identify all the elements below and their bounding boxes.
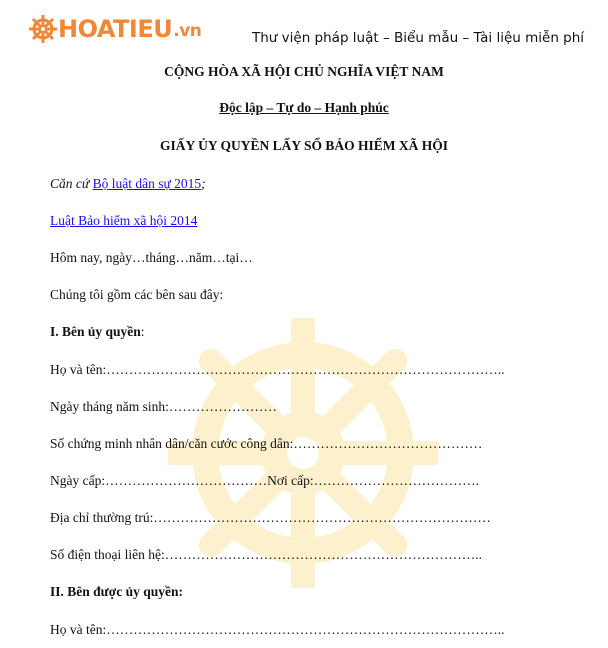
- document-title: GIẤY ỦY QUYỀN LẤY SỔ BẢO HIỂM XÃ HỘI: [159, 138, 449, 153]
- phone-field: Số điện thoại liên hệ:……………………………………………………………..: [50, 547, 482, 562]
- civil-code-link[interactable]: Bộ luật dân sự 2015: [92, 176, 202, 191]
- section-1-heading: [50, 324, 145, 340]
- logo-suffix: .vn: [173, 21, 202, 41]
- nation-heading: CỘNG HÒA XÃ HỘI CHỦ NGHĨA VIỆT NAM: [164, 64, 444, 79]
- social-insurance-law-link[interactable]: Luật Bảo hiểm xã hội 2014: [50, 213, 198, 228]
- id-number-field: Số chứng minh nhân dân/căn cước công dân:……………………………………: [50, 436, 483, 451]
- parties-line: Chúng tôi gồm các bên sau đây:: [50, 287, 224, 302]
- tagline: Thư viện pháp luật – Biểu mẫu – Tài liệu miễn phí: [252, 30, 585, 46]
- colon: :: [140, 324, 145, 339]
- dob-field: Ngày tháng năm sinh:……………………: [50, 399, 277, 414]
- issue-field: Ngày cấp:………………………………Nơi cấp:……………………………….: [50, 473, 479, 488]
- logo-text: HOATIEU: [58, 15, 173, 43]
- motto: Độc lập – Tự do – Hạnh phúc: [219, 100, 389, 115]
- legal-basis: [50, 176, 206, 192]
- section-1-label: I. Bên ủy quyền: [50, 324, 141, 339]
- section-2-heading: II. Bên được ủy quyền:: [50, 584, 183, 599]
- hoatieu-logo[interactable]: [28, 14, 201, 44]
- fullname-field-2: Họ và tên:……………………………………………………………………………..: [50, 622, 505, 637]
- basis-prefix: Căn cứ: [50, 176, 93, 191]
- basis-suffix: ;: [201, 176, 206, 191]
- fullname-field: Họ và tên:……………………………………………………………………………..: [50, 362, 505, 377]
- today-line: Hôm nay, ngày…tháng…năm…tại…: [50, 250, 253, 265]
- ship-wheel-icon: [28, 14, 58, 44]
- address-field: Địa chỉ thường trú:…………………………………………………………………: [50, 510, 491, 525]
